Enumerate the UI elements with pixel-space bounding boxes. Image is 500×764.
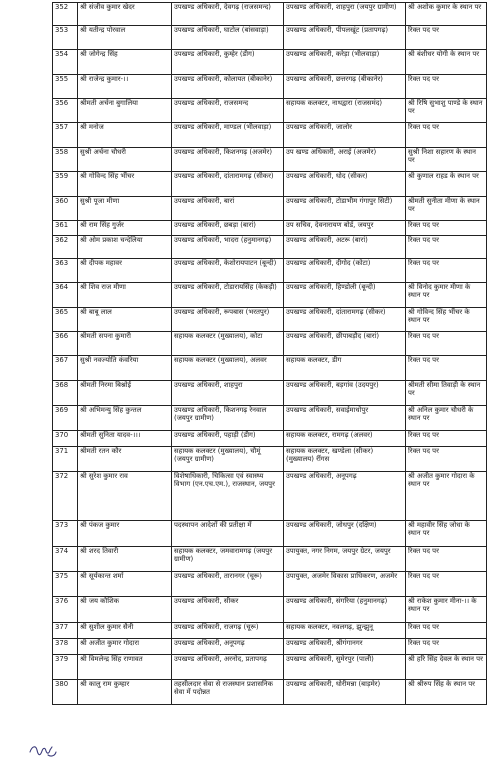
vacancy-note: रिक्त पद पर [406, 26, 487, 50]
current-posting: उपखण्ड अधिकारी, दांतारामगढ़ (सीकर) [172, 172, 284, 197]
current-posting: सहायक कलक्टर (मुख्यालय), अलवर [172, 356, 284, 381]
current-posting: तहसीलदार सेवा से राजस्थान प्रशासनिक सेवा में पदोन्नत [172, 680, 284, 705]
officer-name: श्रीमती अर्चना बुगालिया [78, 99, 172, 123]
serial-number: 355 [53, 75, 78, 99]
serial-number: 372 [53, 472, 78, 521]
new-posting: उपखण्ड अधिकारी, करेड़ा (भीलवाड़ा) [284, 50, 406, 75]
serial-number: 359 [53, 172, 78, 197]
officer-name: श्री बाबू लाल [78, 308, 172, 332]
vacancy-note: रिक्त पद पर [406, 356, 487, 381]
serial-number: 353 [53, 26, 78, 50]
current-posting: सहायक कलक्टर, जमवारामगढ़ (जयपुर ग्रामीण) [172, 547, 284, 572]
new-posting: सहायक कलक्टर, नाथद्वारा (राजसमंद) [284, 99, 406, 123]
new-posting: उपखण्ड अधिकारी, अटरू (बारां) [284, 236, 406, 259]
serial-number: 379 [53, 655, 78, 680]
vacancy-note: श्री अनिल कुमार चौधरी के स्थान पर [406, 406, 487, 431]
officer-name: श्री सुरेश कुमार राव [78, 472, 172, 521]
new-posting: उपायुक्त, नगर निगम, जयपुर ग्रेटर, जयपुर [284, 547, 406, 572]
vacancy-note: श्री कुणाल राहड के स्थान पर [406, 172, 487, 197]
officer-name: श्री पंकज कुमार [78, 521, 172, 547]
vacancy-note: रिक्त पद पर [406, 623, 487, 639]
table-row [53, 572, 487, 597]
table-row [53, 332, 487, 356]
new-posting: उपखण्ड अधिकारी, बड़गांव (उदयपुर) [284, 381, 406, 406]
officer-name: श्री अजीत कुमार गोदारा [78, 639, 172, 655]
vacancy-note: रिक्त पद पर [406, 639, 487, 655]
vacancy-note: श्री अशोक कुमार के स्थान पर [406, 3, 487, 26]
officer-name: श्री यतीन्द्र पोरवाल [78, 26, 172, 50]
current-posting: सहायक कलक्टर (मुख्यालय), चौमूं (जयपुर ग्रामीण) [172, 447, 284, 472]
new-posting: उपखण्ड अधिकारी, छत्तरगढ़ (बीकानेर) [284, 75, 406, 99]
current-posting: उपखण्ड अधिकारी, किशनगढ़ (अजमेर) [172, 148, 284, 172]
current-posting: उपखण्ड अधिकारी, भादरा (हनुमानगढ़) [172, 236, 284, 259]
vacancy-note: रिक्त पद पर [406, 431, 487, 447]
new-posting: उपखण्ड अधिकारी, छीपाबड़ौद (बारां) [284, 332, 406, 356]
officer-name: श्री गोविन्द सिंह भींचर [78, 172, 172, 197]
serial-number: 380 [53, 680, 78, 705]
current-posting: विशेषाधिकारी, चिकित्सा एवं स्वास्थ्य विभाग (एन.एच.एम.), राजस्थान, जयपुर [172, 472, 284, 521]
officer-name: श्री अभिमन्यु सिंह कुन्तल [78, 406, 172, 431]
table-row [53, 406, 487, 431]
new-posting: उप सचिव, देवनारायण बोर्ड, जयपुर [284, 221, 406, 236]
serial-number: 356 [53, 99, 78, 123]
new-posting: उपखण्ड अधिकारी, दांतारामगढ़ (सीकर) [284, 308, 406, 332]
vacancy-note: श्री रिषि सुभाशु पाण्डे के स्थान पर [406, 99, 487, 123]
current-posting: उपखण्ड अधिकारी, कुम्हेर (डीग) [172, 50, 284, 75]
table-row [53, 655, 487, 680]
vacancy-note: श्रीमती सुनीता मीणा के स्थान पर [406, 197, 487, 221]
serial-number: 366 [53, 332, 78, 356]
table-row [53, 3, 487, 26]
vacancy-note: श्री गोविन्द सिंह भींचर के स्थान पर [406, 308, 487, 332]
new-posting: उपखण्ड अधिकारी, दीगोद (कोटा) [284, 259, 406, 283]
current-posting: उपखण्ड अधिकारी, शाहपुरा [172, 381, 284, 406]
serial-number: 376 [53, 597, 78, 623]
transfer-table [52, 2, 487, 705]
vacancy-note: रिक्त पद पर [406, 221, 487, 236]
officer-name: श्रीमती सुनिता यादव-।।। [78, 431, 172, 447]
serial-number: 365 [53, 308, 78, 332]
vacancy-note: रिक्त पद पर [406, 547, 487, 572]
current-posting: उपखण्ड अधिकारी, माण्डल (भीलवाड़ा) [172, 123, 284, 148]
new-posting: उपखण्ड अधिकारी, सुमेरपुर (पाली) [284, 655, 406, 680]
new-posting: उपखण्ड अधिकारी, पीपलखूंट (प्रतापगढ़) [284, 26, 406, 50]
new-posting: उपखण्ड अधिकारी, हिण्डोली (बून्दी) [284, 283, 406, 308]
vacancy-note: श्री महावीर सिंह जोधा के स्थान पर [406, 521, 487, 547]
serial-number: 370 [53, 431, 78, 447]
current-posting: उपखण्ड अधिकारी, रूपबास (भरतपुर) [172, 308, 284, 332]
officer-name: श्री दीपक महावर [78, 259, 172, 283]
current-posting: उपखण्ड अधिकारी, पहाड़ी (डीग) [172, 431, 284, 447]
officer-name: श्रीमती निरमा बिश्नोई [78, 381, 172, 406]
current-posting: उपखण्ड अधिकारी, अरनोद, प्रतापगढ़ [172, 655, 284, 680]
table-row [53, 259, 487, 283]
officer-name: श्री कालु राम कुम्हार [78, 680, 172, 705]
current-posting: उपखण्ड अधिकारी, छबड़ा (बारां) [172, 221, 284, 236]
new-posting: सहायक कलक्टर, रामगढ़ (अलवर) [284, 431, 406, 447]
table-row [53, 50, 487, 75]
table-row [53, 447, 487, 472]
vacancy-note: रिक्त पद पर [406, 75, 487, 99]
new-posting: उपखण्ड अधिकारी, सवाईमाधोपुर [284, 406, 406, 431]
table-row [53, 75, 487, 99]
serial-number: 364 [53, 283, 78, 308]
current-posting: सहायक कलक्टर (मुख्यालय), कोटा [172, 332, 284, 356]
vacancy-note: रिक्त पद पर [406, 572, 487, 597]
table-row [53, 639, 487, 655]
serial-number: 377 [53, 623, 78, 639]
current-posting: पदस्थापन आदेशों की प्रतीक्षा में [172, 521, 284, 547]
vacancy-note: श्री बंशीधर योगी के स्थान पर [406, 50, 487, 75]
table-row [53, 197, 487, 221]
new-posting: सहायक कलक्टर, नवलगढ़, झुन्झुनू [284, 623, 406, 639]
vacancy-note: सुश्री निशा सहारण के स्थान पर [406, 148, 487, 172]
current-posting: उपखण्ड अधिकारी, राजसमन्द [172, 99, 284, 123]
officer-name: श्रीमती सपना कुमारी [78, 332, 172, 356]
table-row [53, 236, 487, 259]
vacancy-note: श्री विनोद कुमार मीणा के स्थान पर [406, 283, 487, 308]
officer-name: श्री राजेन्द्र कुमार-।। [78, 75, 172, 99]
serial-number: 360 [53, 197, 78, 221]
serial-number: 373 [53, 521, 78, 547]
new-posting: उपखण्ड अधिकारी, संगरिया (हनुमानगढ़) [284, 597, 406, 623]
officer-name: श्री राम सिंह गुर्जर [78, 221, 172, 236]
officer-name: श्री सूर्यकान्त शर्मा [78, 572, 172, 597]
current-posting: उपखण्ड अधिकारी, घाटोल (बांसवाड़ा) [172, 26, 284, 50]
serial-number: 361 [53, 221, 78, 236]
table-row [53, 431, 487, 447]
vacancy-note: रिक्त पद पर [406, 123, 487, 148]
vacancy-note: श्री हरि सिंह देवल के स्थान पर [406, 655, 487, 680]
current-posting: उपखण्ड अधिकारी, तारानगर (चूरू) [172, 572, 284, 597]
new-posting: उपखण्ड अधिकारी, जालोर [284, 123, 406, 148]
vacancy-note: रिक्त पद पर [406, 236, 487, 259]
officer-name: श्री जय कौशिक [78, 597, 172, 623]
officer-name: श्री जोगेन्द्र सिंह [78, 50, 172, 75]
officer-name: सुश्री पूजा मीणा [78, 197, 172, 221]
current-posting: उपखण्ड अधिकारी, केशोरायपाटन (बून्दी) [172, 259, 284, 283]
current-posting: उपखण्ड अधिकारी, बारां [172, 197, 284, 221]
table-row [53, 597, 487, 623]
current-posting: उपखण्ड अधिकारी, सीकर [172, 597, 284, 623]
new-posting: उपायुक्त, अजमेर विकास प्राधिकरण, अजमेर [284, 572, 406, 597]
officer-name: श्री संजीव कुमार खेदर [78, 3, 172, 26]
table-row [53, 123, 487, 148]
transfer-table-body [53, 3, 487, 705]
current-posting: उपखण्ड अधिकारी, कोलायत (बीकानेर) [172, 75, 284, 99]
serial-number: 374 [53, 547, 78, 572]
serial-number: 375 [53, 572, 78, 597]
officer-name: श्री मनोज [78, 123, 172, 148]
serial-number: 362 [53, 236, 78, 259]
table-row [53, 26, 487, 50]
table-row [53, 148, 487, 172]
current-posting: उपखण्ड अधिकारी, अनूपगढ़ [172, 639, 284, 655]
officer-name: श्री विमलेन्द्र सिंह राणावत [78, 655, 172, 680]
serial-number: 358 [53, 148, 78, 172]
serial-number: 371 [53, 447, 78, 472]
table-row [53, 172, 487, 197]
new-posting: उपखण्ड अधिकारी, धोरीमन्ना (बाड़मेर) [284, 680, 406, 705]
serial-number: 368 [53, 381, 78, 406]
officer-name: श्री शरद तिवारी [78, 547, 172, 572]
vacancy-note: श्री श्रीरुप सिंह के स्थान पर [406, 680, 487, 705]
new-posting: उपखण्ड अधिकारी, श्रीगंगानगर [284, 639, 406, 655]
vacancy-note: श्रीमती सीमा तिवाड़ी के स्थान पर [406, 381, 487, 406]
new-posting: उप खण्ड अधिकारी, अराई (अजमेर) [284, 148, 406, 172]
table-row [53, 221, 487, 236]
new-posting: सहायक कलक्टर, खण्डेला (सीकर) (मुख्यालय) रींगस [284, 447, 406, 472]
serial-number: 352 [53, 3, 78, 26]
serial-number: 357 [53, 123, 78, 148]
table-row [53, 99, 487, 123]
new-posting: सहायक कलक्टर, डीग [284, 356, 406, 381]
current-posting: उपखण्ड अधिकारी, देवगढ़ (राजसमन्द) [172, 3, 284, 26]
current-posting: उपखण्ड अधिकारी, टोडारायसिंह (केकड़ी) [172, 283, 284, 308]
vacancy-note: रिक्त पद पर [406, 447, 487, 472]
table-row [53, 547, 487, 572]
vacancy-note: रिक्त पद पर [406, 332, 487, 356]
vacancy-note: श्री अजीत कुमार गोदारा के स्थान पर [406, 472, 487, 521]
new-posting: उपखण्ड अधिकारी, धोद (सीकर) [284, 172, 406, 197]
new-posting: उपखण्ड अधिकारी, शाहपुरा (जयपुर ग्रामीण) [284, 3, 406, 26]
handwritten-signature [28, 742, 58, 760]
officer-name: श्रीमती रतन कौर [78, 447, 172, 472]
current-posting: उपखण्ड अधिकारी, किशनगढ़ रेनवाल (जयपुर ग्रामीण) [172, 406, 284, 431]
table-row [53, 680, 487, 705]
serial-number: 367 [53, 356, 78, 381]
new-posting: उपखण्ड अधिकारी, टोडाभीम गंगापुर सिटी) [284, 197, 406, 221]
serial-number: 369 [53, 406, 78, 431]
table-row [53, 308, 487, 332]
vacancy-note: श्री राकेश कुमार मीना-।। के स्थान पर [406, 597, 487, 623]
serial-number: 354 [53, 50, 78, 75]
table-row [53, 356, 487, 381]
serial-number: 363 [53, 259, 78, 283]
table-row [53, 381, 487, 406]
table-row [53, 623, 487, 639]
table-row [53, 521, 487, 547]
officer-name: सुश्री नवज्योति कंवरिया [78, 356, 172, 381]
vacancy-note: रिक्त पद पर [406, 259, 487, 283]
new-posting: उपखण्ड अधिकारी, अनूपगढ़ [284, 472, 406, 521]
serial-number: 378 [53, 639, 78, 655]
officer-name: सुश्री अर्चना चौधरी [78, 148, 172, 172]
officer-name: श्री ओम प्रकाश चन्देलिया [78, 236, 172, 259]
officer-name: श्री सुशील कुमार सैनी [78, 623, 172, 639]
table-row [53, 283, 487, 308]
current-posting: उपखण्ड अधिकारी, राजगढ़ (चूरू) [172, 623, 284, 639]
table-row [53, 472, 487, 521]
new-posting: उपखण्ड अधिकारी, जोधपुर (दक्षिण) [284, 521, 406, 547]
officer-name: श्री शिव राज मीणा [78, 283, 172, 308]
